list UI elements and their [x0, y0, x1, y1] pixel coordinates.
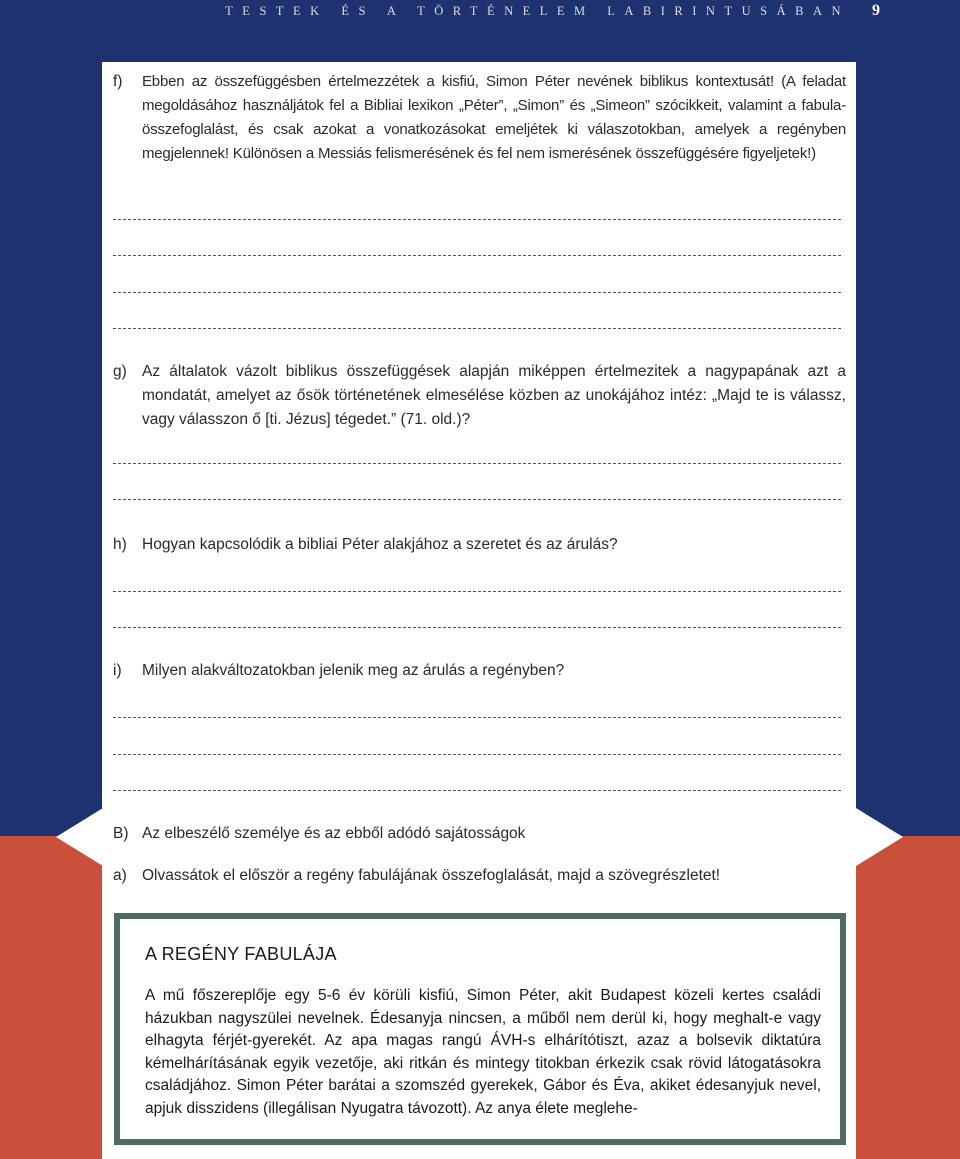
- answer-line[interactable]: [113, 255, 841, 256]
- question-label: f): [113, 73, 123, 90]
- section-label: B): [113, 825, 129, 842]
- page-number: 9: [872, 2, 880, 19]
- answer-line[interactable]: [113, 717, 841, 718]
- task-text: Olvassátok el először a regény fabulájának összefoglalását, majd a szövegrészletet!: [142, 867, 721, 884]
- question-text: Milyen alakváltozatokban jelenik meg az árulás a regényben?: [142, 662, 565, 679]
- task-label: a): [113, 867, 127, 884]
- answer-line[interactable]: [113, 754, 841, 755]
- question-text: Ebben az összefüggésben értelmezzétek a kisfiú, Simon Péter nevének biblikus kontextusát! (A feladat megoldásához használjátok fel a Bibliai lexikon „Péter”, „Simon” és „Simeon” szócikkeit, valamint a fabula-összefoglalást, és csak azokat a vonatkozásokat emeljétek ki válaszotokban, amelyek a regényben megjelennek! Különösen a Messiás felismerésének és fel nem ismerésének összefüggésére figyeljetek!): [142, 73, 846, 162]
- answer-line[interactable]: [113, 627, 841, 628]
- answer-line[interactable]: [113, 790, 841, 791]
- running-title: TESTEK ÉS A TÖRTÉNELEM LABIRINTUSÁBAN: [225, 4, 850, 18]
- question-label: g): [113, 363, 127, 380]
- question-label: h): [113, 536, 127, 553]
- fabula-text: A mű főszereplője egy 5-6 év körüli kisfiú, Simon Péter, akit Budapest közeli kertes családi házukban nagyszülei nevelnek. Édesanyja nincsen, a műből nem derül ki, hogy meghalt-e vagy elhagyta férjét-gyerekét. Az apa magas rangú ÁVH-s elhárítótiszt, azaz a bolsevik diktatúra kémelhárításának egyik vezetője, aki ritkán és mintegy titokban érkezik csak rövid látogatásokra családjához. Simon Péter barátai a szomszéd gyerekek, Gábor és Éva, akiket édesanyjuk nevel, apjuk disszidens (illegálisan Nyugatra távozott). Az anya élete meglehe-: [145, 987, 821, 1117]
- fabula-title: A REGÉNY FABULÁJA: [145, 944, 337, 964]
- answer-line[interactable]: [113, 463, 841, 464]
- section-title: Az elbeszélő személye és az ebből adódó sajátosságok: [142, 825, 526, 842]
- answer-line[interactable]: [113, 292, 841, 293]
- answer-line[interactable]: [113, 328, 841, 329]
- page-header: [0, 0, 960, 28]
- fabula-box: [114, 913, 846, 1145]
- answer-line[interactable]: [113, 591, 841, 592]
- question-label: i): [113, 662, 122, 679]
- paper-notch-right: [856, 808, 903, 866]
- answer-line[interactable]: [113, 499, 841, 500]
- question-text: Hogyan kapcsolódik a bibliai Péter alakjához a szeretet és az árulás?: [142, 536, 618, 553]
- paper-notch-left: [56, 808, 103, 866]
- question-text: Az általatok vázolt biblikus összefüggések alapján miképpen értelmezitek a nagypapának azt a mondatát, amelyet az ősök történetének elmesélése közben az unokájához intéz: „Majd te is válassz, vagy válasszon ő [ti. Jézus] tégedet.” (71. old.)?: [142, 363, 846, 428]
- answer-line[interactable]: [113, 219, 841, 220]
